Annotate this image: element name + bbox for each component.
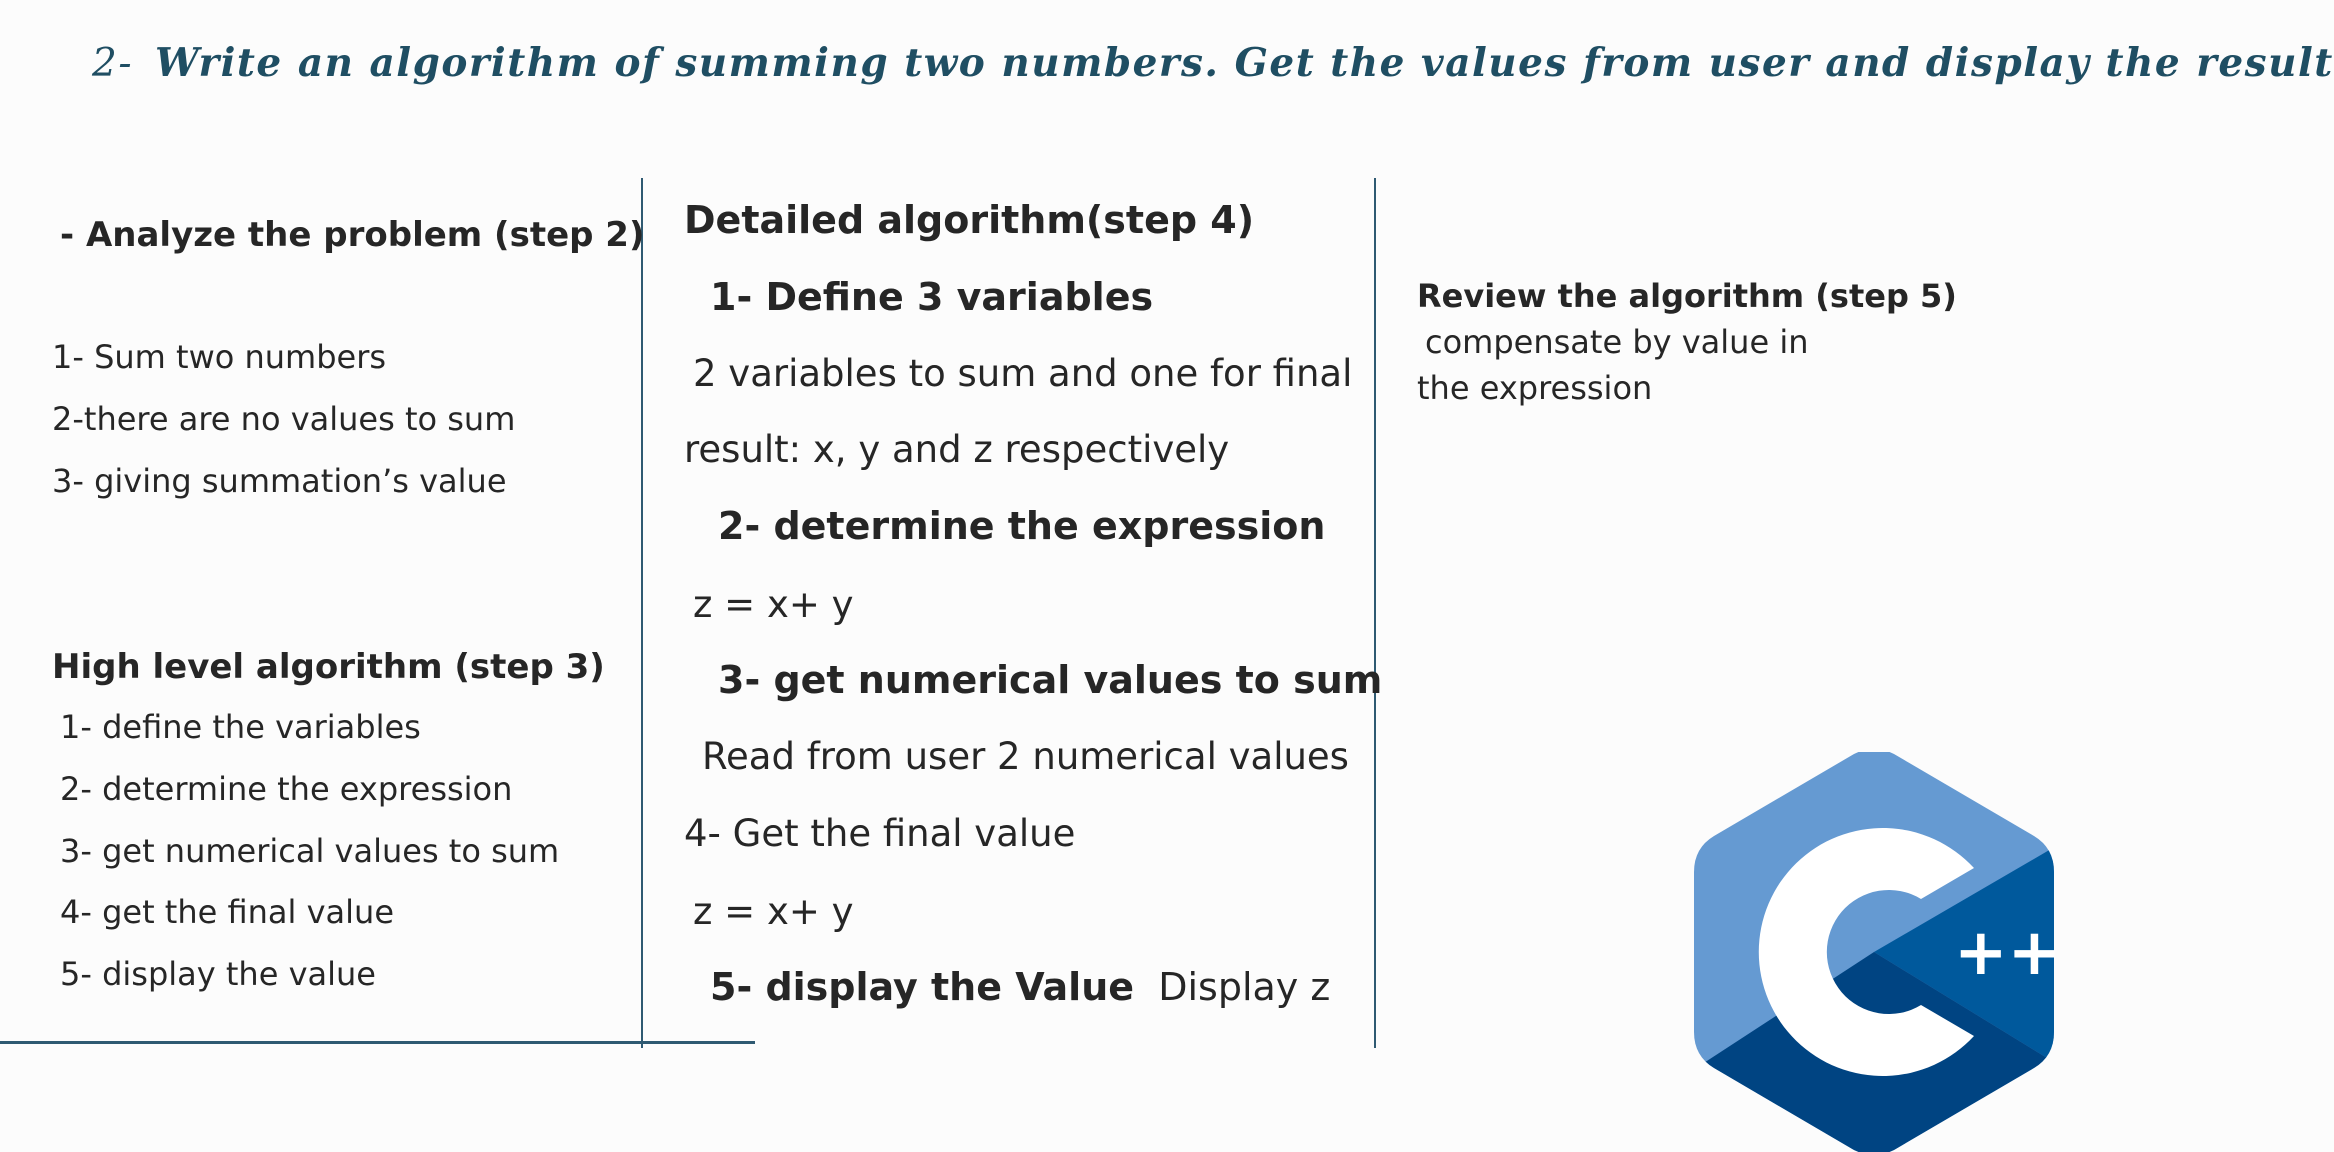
column-divider-right — [1374, 178, 1376, 1048]
high-level-heading: High level algorithm (step 3) — [52, 647, 605, 687]
detailed-step1-title: 1- Define 3 variables — [710, 275, 1154, 319]
slide-title-number: 2- — [92, 41, 133, 86]
high-level-item: 2- determine the expression — [60, 770, 513, 808]
analyze-heading: - Analyze the problem (step 2) — [60, 215, 645, 255]
analyze-item: 1- Sum two numbers — [52, 338, 387, 376]
detailed-step4-title: 4- Get the final value — [684, 812, 1076, 855]
analyze-item: 3- giving summation’s value — [52, 462, 507, 500]
analyze-item: 2-there are no values to sum — [52, 400, 516, 438]
high-level-item: 4- get the final value — [60, 893, 394, 931]
cpp-logo-plus-signs: ++ — [1954, 916, 2062, 990]
detailed-step3-text: Read from user 2 numerical values — [702, 735, 1349, 778]
detailed-heading: Detailed algorithm(step 4) — [684, 198, 1255, 242]
detailed-step2-title: 2- determine the expression — [718, 504, 1326, 548]
cpp-logo — [1690, 752, 2062, 1152]
slide-title — [92, 40, 2334, 86]
column-divider-left — [641, 178, 643, 1048]
bottom-rule — [0, 1041, 755, 1044]
detailed-step5-text: Display z — [1158, 965, 1331, 1009]
detailed-step3-title: 3- get numerical values to sum — [718, 658, 1383, 702]
review-heading: Review the algorithm (step 5) — [1417, 277, 1957, 315]
detailed-step1-line1: 2 variables to sum and one for final — [693, 352, 1353, 395]
detailed-step2-expression: z = x+ y — [693, 583, 854, 626]
detailed-step1-line2: result: x, y and z respectively — [684, 428, 1230, 471]
detailed-step5-title: 5- display the Value — [710, 965, 1135, 1009]
detailed-step4-expression: z = x+ y — [693, 890, 854, 933]
review-line1: compensate by value in — [1425, 323, 1809, 361]
high-level-item: 1- define the variables — [60, 708, 421, 746]
review-line2: the expression — [1417, 369, 1653, 407]
high-level-item: 3- get numerical values to sum — [60, 832, 560, 870]
high-level-item: 5- display the value — [60, 955, 376, 993]
slide-title-text: Write an algorithm of summing two numbers. Get the values from user and display the result — [155, 40, 2334, 86]
detailed-step5 — [710, 965, 1331, 1009]
